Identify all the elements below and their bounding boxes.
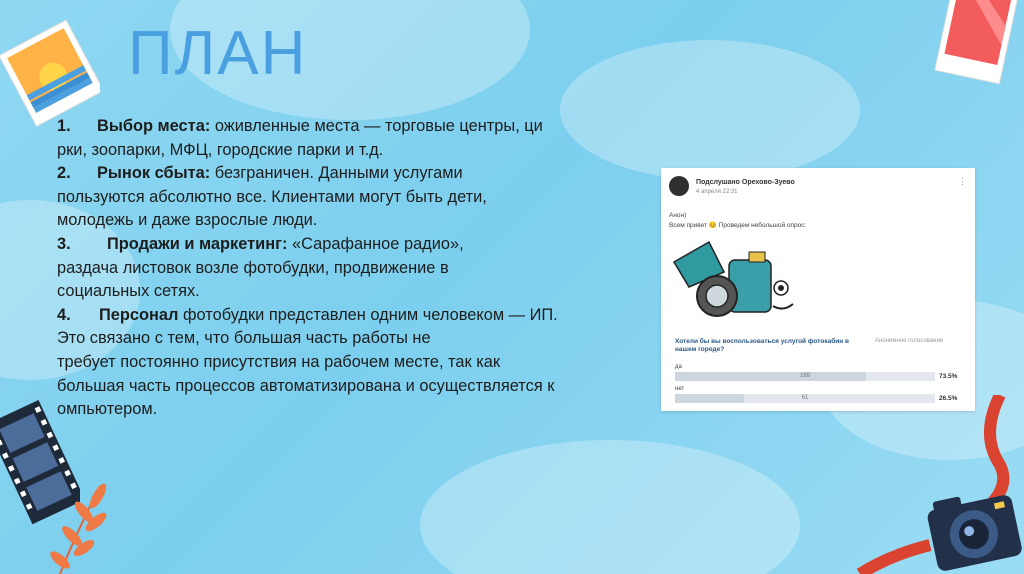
plan-list [57,115,657,422]
slide-title: ПЛАН [128,19,308,88]
item-text: оживленные места — торговые центры, ци рки, зоопарки, МФЦ, городские парки и т.д. [57,117,543,159]
avatar [669,176,689,196]
plan-item-location [57,115,657,162]
poll-question: Хотели бы вы воспользоваться услугой фотокабин в нашем городе? [675,338,849,353]
plan-item-marketing [57,233,657,304]
poll-option-bar [675,394,935,403]
poll-option-percent: 73.5% [939,373,958,380]
plan-item-market [57,162,657,233]
sunset-photo-icon [0,20,100,130]
post-text-line: Анон) [669,212,687,219]
camera-icon [850,395,1024,574]
item-text: фотобудки представлен одним человеком — ИП. Это связано с тем, что большая часть работы не требует постоянно присутствия на рабочем месте, так как большая часть процессов автоматизирована и осуществляется к омпьютером. [57,305,558,419]
item-number: 3. [57,234,71,253]
item-heading: Персонал [99,305,179,324]
poll-option-label: нет [675,386,685,392]
leaf-branch-icon [40,478,120,574]
plan-item-staff [57,304,657,422]
poll-type: Анонимное голосование [875,338,944,344]
post-author: Подслушано Орехово-Зуево [696,179,795,186]
poll-option-percent: 26.5% [939,395,958,402]
post-date: 4 апреля 22:31 [696,189,738,195]
item-number: 2. [57,164,71,183]
item-text: безграничен. Данными услугами пользуются абсолютно все. Клиентами могут быть дети, молодежь и даже взрослые люди. [57,164,487,230]
photo-card-icon [928,0,1024,90]
social-post-screenshot [661,168,975,411]
cartoon-camera-character-icon [669,232,809,332]
poll-option-label: да [675,364,682,370]
item-text: «Сарафанное радио», раздача листовок возле фотобудки, продвижение в социальных сетях. [57,234,464,301]
more-menu-icon: ⋮ [958,176,967,186]
post-text-line: Всем привет 😊 Проведем небольшой опрос: [669,222,807,229]
item-heading: Продажи и маркетинг: [107,234,288,253]
item-number: 4. [57,305,71,324]
item-heading: Выбор места: [97,117,211,135]
item-number: 1. [57,117,71,135]
poll-option-bar [675,372,935,381]
poll-option-count: 61 [801,395,809,401]
poll-option-count: 169 [799,373,810,379]
background-shape [420,440,800,574]
item-heading: Рынок сбыта: [97,164,211,183]
